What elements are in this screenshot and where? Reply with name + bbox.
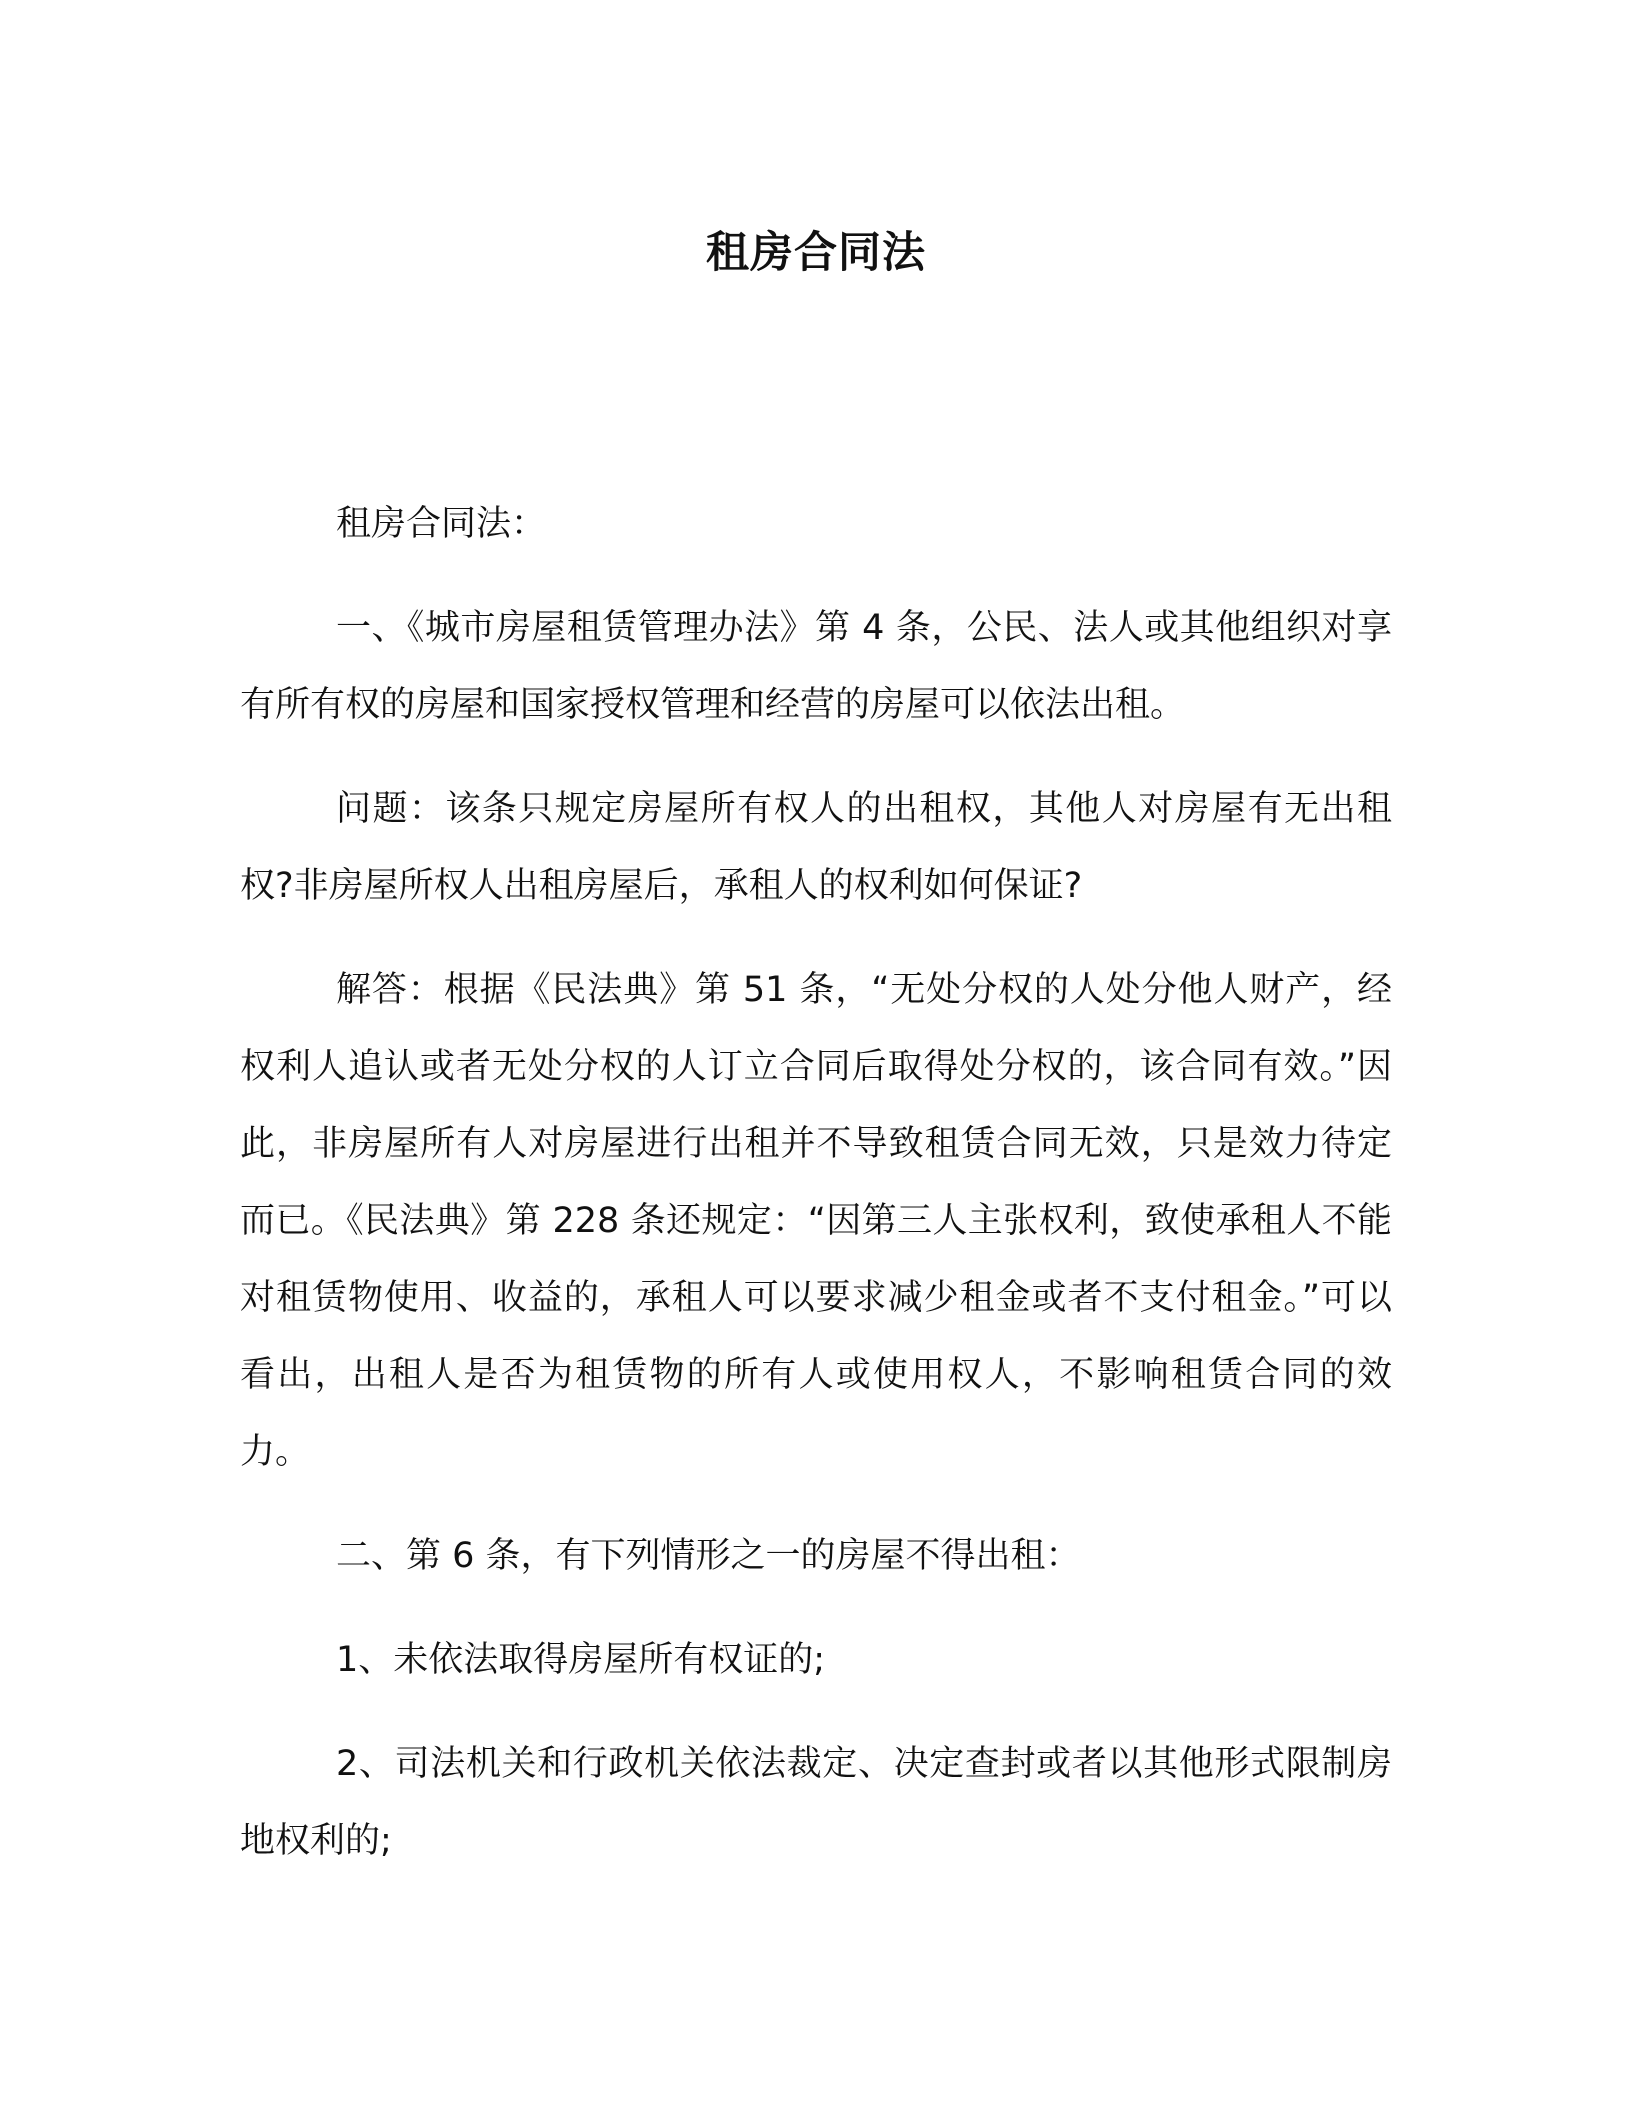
document-body: [240, 486, 1392, 1907]
paragraph-intro: 租房合同法：: [336, 504, 547, 544]
paragraph-article-4: 一、《城市房屋租赁管理办法》第 4 条，公民、法人或其他组织对享有所有权的房屋和国家授权管理和经营的房屋可以依法出租。: [240, 608, 1392, 725]
paragraph-item-2: 2、司法机关和行政机关依法裁定、决定查封或者以其他形式限制房地权利的;: [240, 1744, 1392, 1861]
paragraph-item-1: 1、未依法取得房屋所有权证的;: [336, 1640, 826, 1680]
paragraph-question: 问题：该条只规定房屋所有权人的出租权，其他人对房屋有无出租权?非房屋所权人出租房屋后，承租人的权利如何保证?: [240, 789, 1392, 906]
document-title: 租房合同法: [706, 228, 926, 278]
paragraph-answer: 解答：根据《民法典》第 51 条，“无处分权的人处分他人财产，经权利人追认或者无处分权的人订立合同后取得处分权的，该合同有效。”因此，非房屋所有人对房屋进行出租并不导致租赁合同无效，只是效力待定而已。《民法典》第 228 条还规定：“因第三人主张权利，致使承租人不能对租赁物使用、收益的，承租人可以要求减少租金或者不支付租金。”可以看出，出租人是否为租赁物的所有人或使用权人，不影响租赁合同的效力。: [240, 970, 1392, 1472]
paragraph-article-6: 二、第 6 条，有下列情形之一的房屋不得出租：: [336, 1536, 1081, 1576]
